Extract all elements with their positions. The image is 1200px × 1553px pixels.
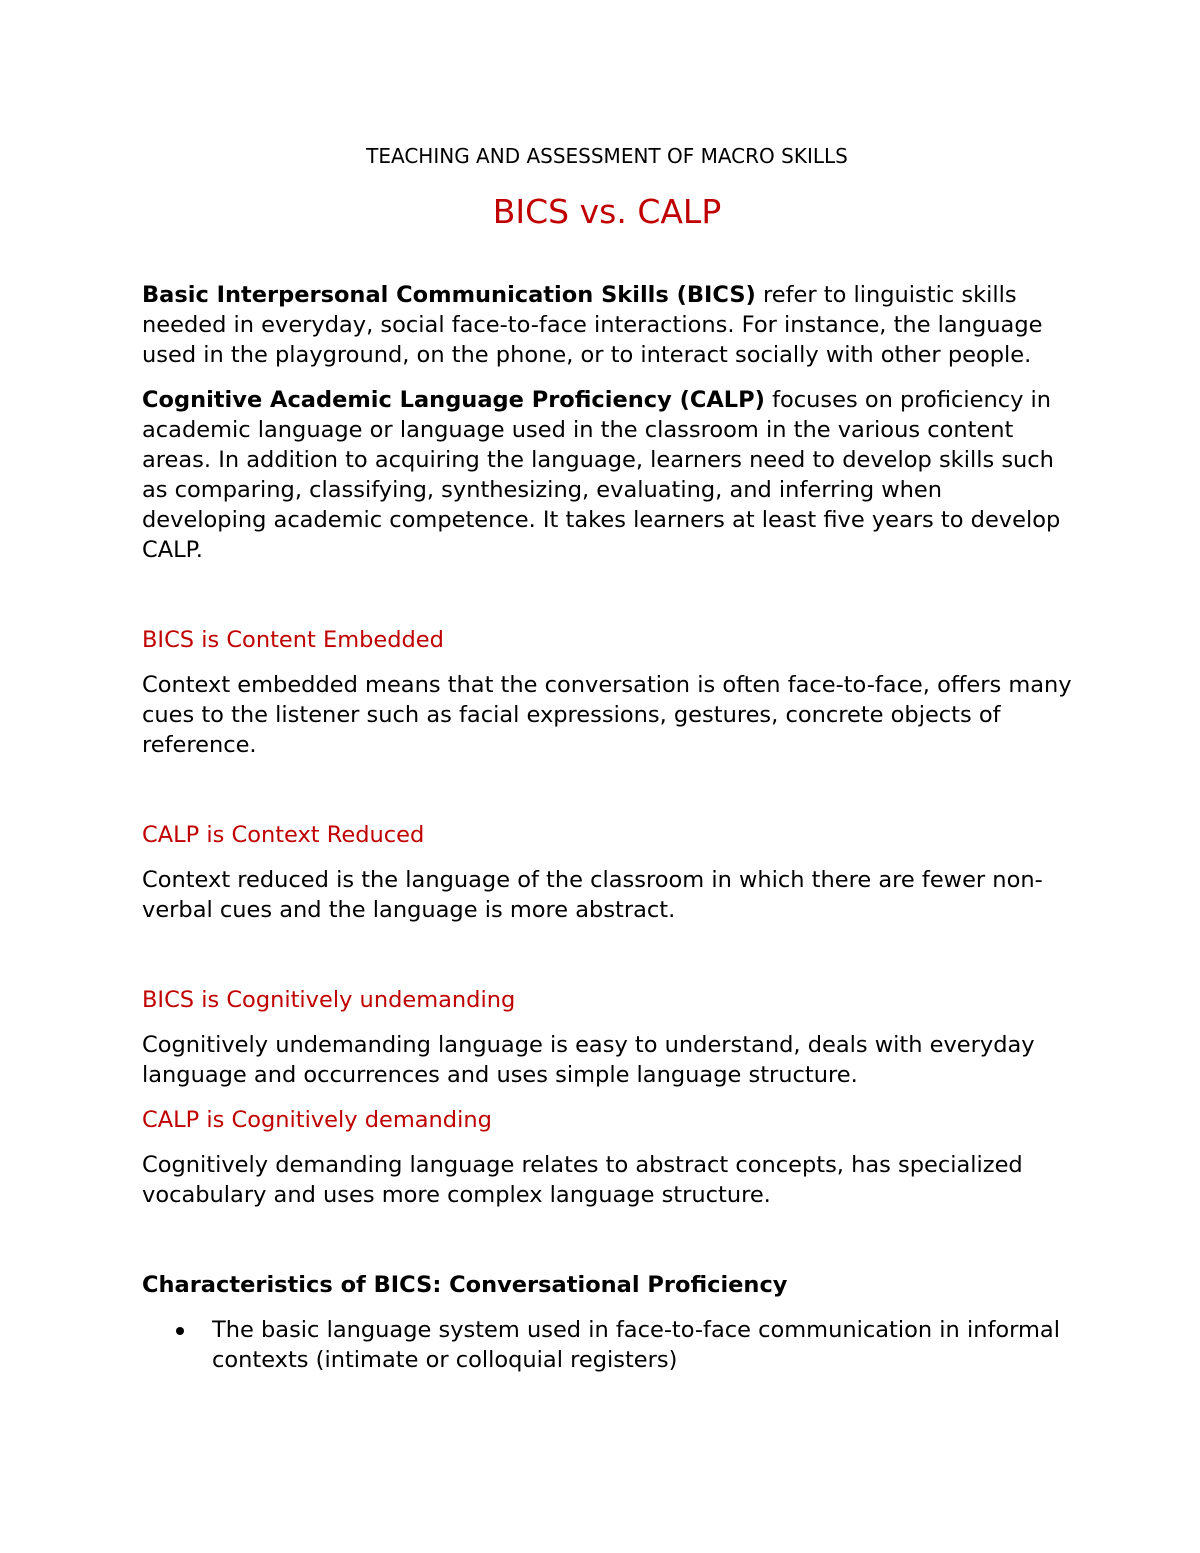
list-item-text: The basic language system used in face-to-face communication in informal contexts (intimate or colloquial registers) (212, 1317, 1060, 1373)
section-heading-calp-cognitively-demanding: CALP is Cognitively demanding (142, 1107, 492, 1133)
bics-definition-text: refer to linguistic skills needed in everyday, social face-to-face interactions. For instance, the language used in the playground, on the phone, or to interact socially with other people. (142, 282, 1043, 368)
section-text-bics-content-embedded: Context embedded means that the conversation is often face-to-face, offers many cues to the listener such as facial expressions, gestures, concrete objects of reference. (142, 672, 1072, 758)
section-text-calp-context-reduced: Context reduced is the language of the classroom in which there are fewer non-verbal cues and the language is more abstract. (142, 867, 1043, 923)
characteristics-list (142, 1315, 1072, 1375)
document-heading: TEACHING AND ASSESSMENT OF MACRO SKILLS (366, 144, 848, 168)
section-heading-calp-context-reduced: CALP is Context Reduced (142, 822, 425, 848)
document-body (142, 142, 1072, 1375)
bullet-icon (176, 1327, 184, 1335)
calp-definition-paragraph (142, 385, 1072, 565)
bics-term: Basic Interpersonal Communication Skills (BICS) (142, 282, 756, 308)
section-text-calp-cognitively-demanding: Cognitively demanding language relates to abstract concepts, has specialized vocabulary and uses more complex language structure. (142, 1152, 1023, 1208)
characteristics-heading: Characteristics of BICS: Conversational Proficiency (142, 1272, 788, 1298)
calp-term: Cognitive Academic Language Proficiency (CALP) (142, 387, 765, 413)
section-heading-bics-cognitively-undemanding: BICS is Cognitively undemanding (142, 987, 516, 1013)
list-item (142, 1315, 1072, 1375)
section-heading-bics-content-embedded: BICS is Content Embedded (142, 627, 444, 653)
calp-definition-text: focuses on proficiency in academic language or language used in the classroom in the various content areas. In addition to acquiring the language, learners need to develop skills such as comparing, classifying, synthesizing, evaluating, and inferring when developing academic competence. It takes learners at least five years to develop CALP. (142, 387, 1061, 563)
section-text-bics-cognitively-undemanding: Cognitively undemanding language is easy to understand, deals with everyday language and occurrences and uses simple language structure. (142, 1032, 1035, 1088)
bics-definition-paragraph (142, 280, 1072, 370)
document-title: BICS vs. CALP (492, 192, 722, 231)
